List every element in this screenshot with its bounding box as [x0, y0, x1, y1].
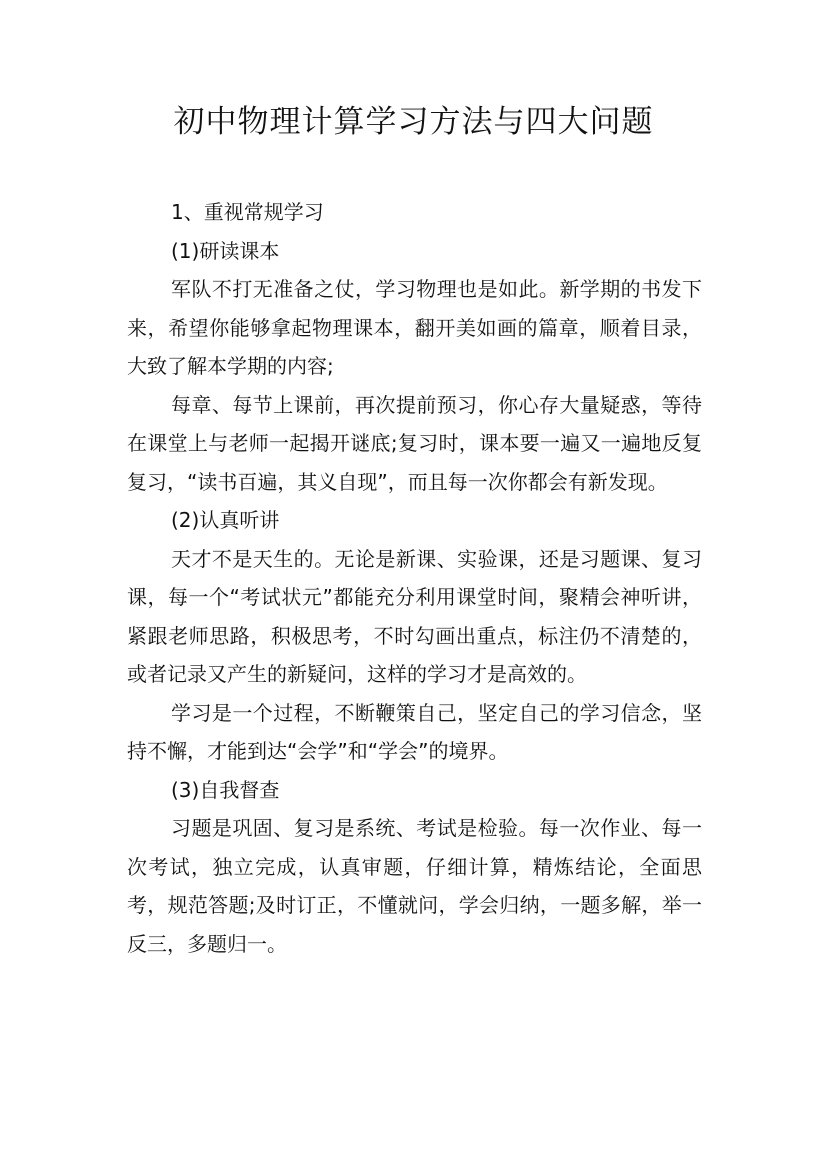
- document-body: [127, 193, 702, 963]
- paragraph: 每章、每节上课前，再次提前预习，你心存大量疑惑，等待在课堂上与老师一起揭开谜底;复习时，课本要一遍又一遍地反复复习，“读书百遍，其义自现”，而且每一次你都会有新发现。: [127, 392, 702, 494]
- paragraph: 学习是一个过程，不断鞭策自己，坚定自己的学习信念，坚持不懈，才能到达“会学”和“学会”的境界。: [127, 700, 702, 763]
- subsection-heading: (2)认真听讲: [171, 508, 280, 532]
- subsection-heading: (1)研读课本: [171, 238, 280, 263]
- paragraph: 天才不是天生的。无论是新课、实验课，还是习题课、复习课，每一个“考试状元”都能充分利用课堂时间，聚精会神听讲，紧跟老师思路，积极思考，不时勾画出重点，标注仍不清楚的，或者记录又产生的新疑问，这样的学习才是高效的。: [127, 546, 702, 686]
- paragraph: 军队不打无准备之仗，学习物理也是如此。新学期的书发下来，希望你能够拿起物理课本，翻开美如画的篇章，顺着目录，大致了解本学期的内容;: [127, 277, 702, 378]
- paragraph: 习题是巩固、复习是系统、考试是检验。每一次作业、每一次考试，独立完成，认真审题，仔细计算，精炼结论，全面思考，规范答题;及时订正，不懂就问，学会归纳，一题多解，举一反三，多题归一。: [127, 816, 702, 956]
- subsection-heading: (3)自我督查: [171, 777, 280, 802]
- document-title: 初中物理计算学习方法与四大问题: [173, 104, 654, 140]
- section-heading: 1、重视常规学习: [171, 200, 324, 224]
